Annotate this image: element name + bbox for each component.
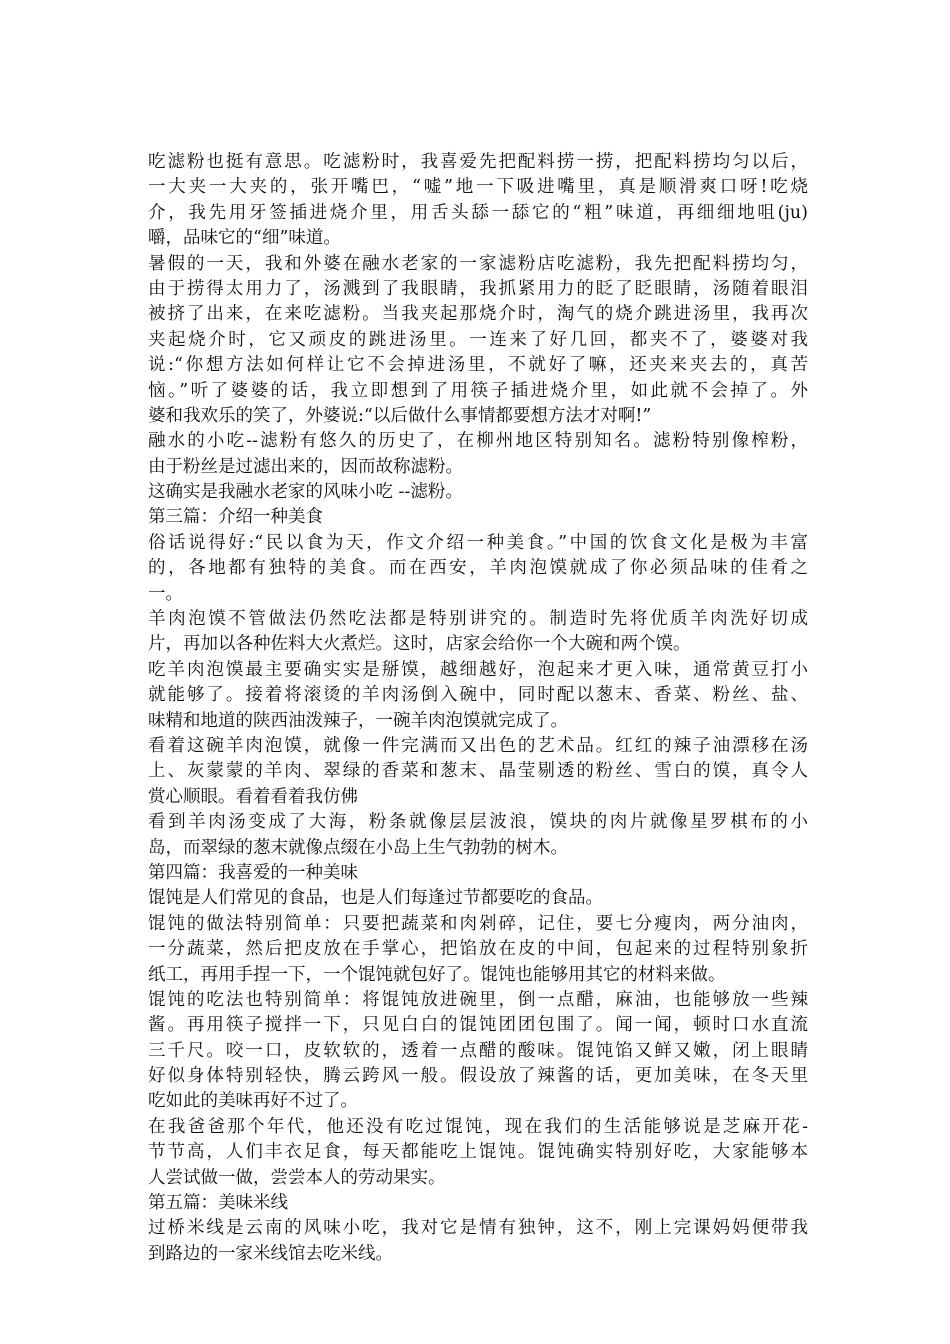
text-line: 到路边的一家米线馆去吃米线。 — [148, 1243, 393, 1264]
text-line: 一分蔬菜，然后把皮放在手掌心，把馅放在皮的中间，包起来的过程特别象折 — [148, 939, 808, 960]
text-line: 过桥米线是云南的风味小吃，我对它是情有独钟，这不，刚上完课妈妈便带我 — [148, 1218, 808, 1239]
section-heading: 第五篇：美味米线 — [148, 1193, 288, 1214]
text-line: 吃羊肉泡馍最主要确实实是掰馍，越细越好，泡起来才更入味，通常黄豆打小 — [148, 659, 808, 680]
text-line: 一。 — [148, 583, 183, 604]
text-line: 岛，而翠绿的葱末就像点缀在小岛上生气勃勃的树木。 — [148, 837, 568, 858]
text-line: 纸工，再用手捏一下，一个馄饨就包好了。馄饨也能够用其它的材料来做。 — [148, 964, 726, 985]
text-line: 馄饨是人们常见的食品，也是人们每逢过节都要吃的食品。 — [148, 888, 603, 909]
text-line: 嚼，品味它的“细”味道。 — [148, 228, 341, 249]
text-line: 看着这碗羊肉泡馍，就像一件完满而又出色的艺术品。红红的辣子油漂移在汤 — [148, 735, 808, 756]
text-line: 婆和我欢乐的笑了，外婆说:“以后做什么事情都要想方法才对啊!” — [148, 405, 652, 426]
text-line: 片，再加以各种佐料大火煮烂。这时，店家会给你一个大碗和两个馍。 — [148, 634, 691, 655]
text-line: 恼。”听了婆婆的话，我立即想到了用筷子插进烧介里，如此就不会掉了。外 — [148, 380, 808, 401]
text-line: 一大夹一大夹的，张开嘴巴，“嘘”地一下吸进嘴里，真是顺滑爽口呀!吃烧 — [148, 177, 808, 198]
text-line: 说:“你想方法如何样让它不会掉进汤里，不就好了嘛，还夹来夹去的，真苦 — [148, 355, 808, 376]
text-line: 在我爸爸那个年代，他还没有吃过馄饨，现在我们的生活能够说是芝麻开花- — [148, 1116, 808, 1137]
text-line: 吃如此的美味再好不过了。 — [148, 1091, 358, 1112]
text-line: 由于捞得太用力了，汤溅到了我眼睛，我抓紧用力的眨了眨眼睛，汤随着眼泪 — [148, 278, 808, 299]
text-line: 由于粉丝是过滤出来的，因而故称滤粉。 — [148, 456, 463, 477]
text-line: 吃滤粉也挺有意思。吃滤粉时，我喜爱先把配料捞一捞，把配料捞均匀以后， — [148, 152, 808, 172]
text-line: 上、灰蒙蒙的羊肉、翠绿的香菜和葱末、晶莹剔透的粉丝、雪白的馍，真令人 — [148, 761, 808, 782]
text-line: 馄饨的吃法也特别简单：将馄饨放进碗里，倒一点醋，麻油，也能够放一些辣 — [148, 989, 808, 1010]
text-line: 的，各地都有独特的美食。而在西安，羊肉泡馍就成了你必须品味的佳肴之 — [148, 558, 808, 579]
section-heading: 第四篇：我喜爱的一种美味 — [148, 862, 358, 883]
text-line: 酱。再用筷子搅拌一下，只见白白的馄饨团团包围了。闻一闻，顿时口水直流 — [148, 1015, 808, 1036]
text-line: 味精和地道的陕西油泼辣子，一碗羊肉泡馍就完成了。 — [148, 710, 568, 731]
text-line: 三千尺。咬一口，皮软软的，透着一点醋的酸味。馄饨馅又鲜又嫩，闭上眼睛 — [148, 1040, 808, 1061]
text-line: 节节高，人们丰衣足食，每天都能吃上馄饨。馄饨确实特别好吃，大家能够本 — [148, 1142, 808, 1163]
text-line: 羊肉泡馍不管做法仍然吃法都是特别讲究的。制造时先将优质羊肉洗好切成 — [148, 609, 808, 630]
text-line: 就能够了。接着将滚烫的羊肉汤倒入碗中，同时配以葱末、香菜、粉丝、盐、 — [148, 685, 808, 706]
text-line: 好似身体特别轻快，腾云跨风一般。假设放了辣酱的话，更加美味，在冬天里 — [148, 1066, 808, 1087]
text-line: 俗话说得好:“民以食为天，作文介绍一种美食。”中国的饮食文化是极为丰富 — [148, 532, 808, 553]
text-line: 看到羊肉汤变成了大海，粉条就像层层波浪，馍块的肉片就像星罗棋布的小 — [148, 812, 808, 833]
section-heading: 第三篇：介绍一种美食 — [148, 507, 323, 528]
text-line: 赏心顺眼。看着看着我仿佛 — [148, 786, 358, 807]
text-line: 被挤了出来，在来吃滤粉。当我夹起那烧介时，淘气的烧介跳进汤里，我再次 — [148, 304, 808, 325]
text-line: 介，我先用牙签插进烧介里，用舌头舔一舔它的“粗”味道，再细细地咀(ju) — [148, 202, 808, 223]
text-line: 馄饨的做法特别简单：只要把蔬菜和肉剁碎，记住，要七分瘦肉，两分油肉， — [148, 913, 808, 934]
text-line: 融水的小吃--滤粉有悠久的历史了，在柳州地区特别知名。滤粉特别像榨粉， — [148, 431, 808, 452]
text-line: 夹起烧介时，它又顽皮的跳进汤里。一连来了好几回，都夹不了，婆婆对我 — [148, 329, 808, 350]
document-body — [148, 150, 808, 1267]
text-line: 人尝试做一做，尝尝本人的劳动果实。 — [148, 1167, 446, 1188]
text-line: 暑假的一天，我和外婆在融水老家的一家滤粉店吃滤粉，我先把配料捞均匀， — [148, 253, 808, 274]
text-line: 这确实是我融水老家的风味小吃 --滤粉。 — [148, 482, 463, 503]
